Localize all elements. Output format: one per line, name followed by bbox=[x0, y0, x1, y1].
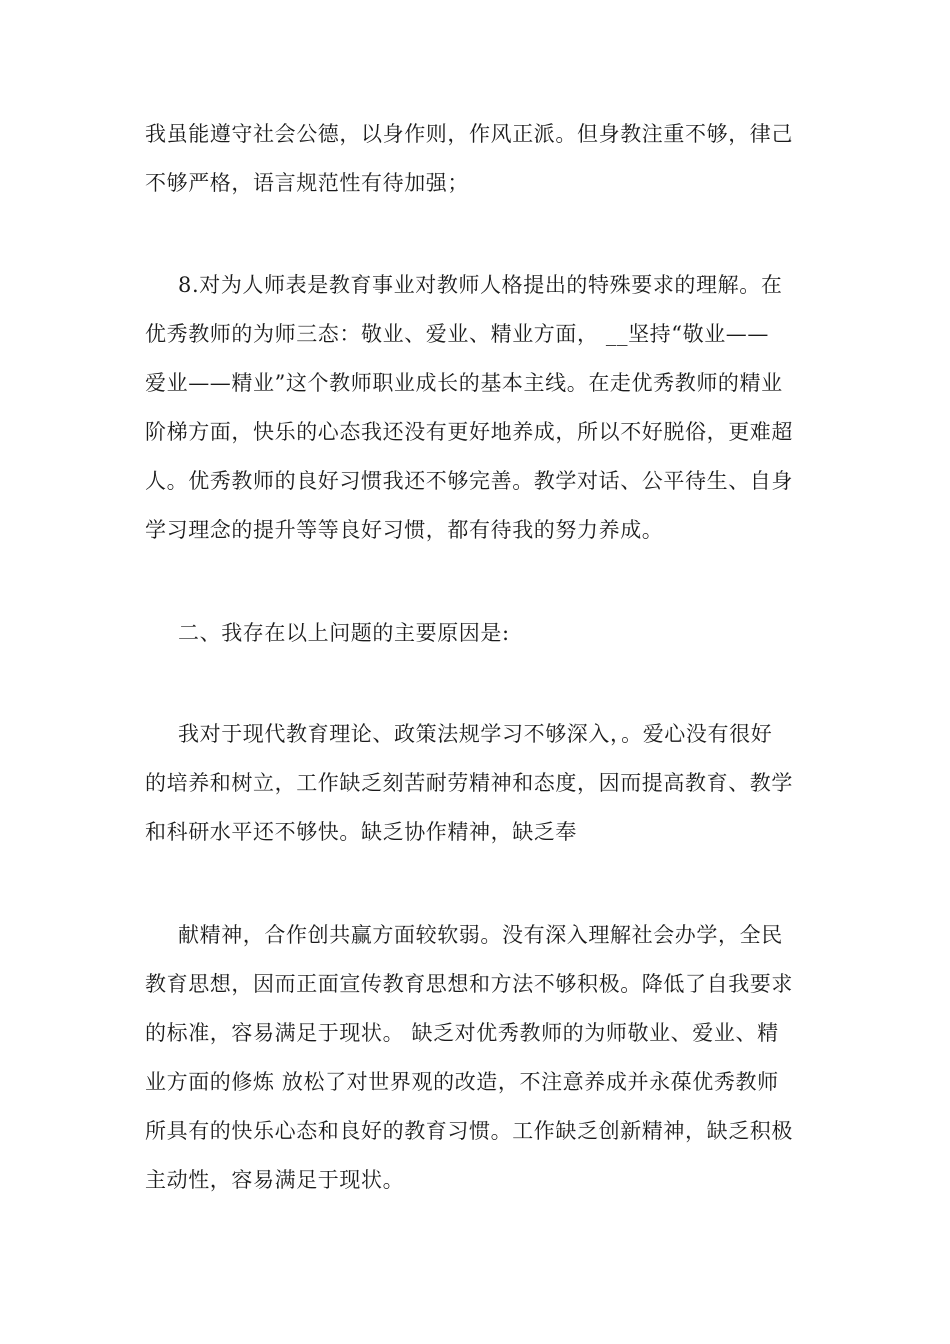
paragraph-4 bbox=[145, 710, 810, 857]
text-line: 不够严格，语言规范性有待加强； bbox=[145, 171, 469, 195]
text-line: 人。优秀教师的良好习惯我还不够完善。教学对话、公平待生、自身 bbox=[145, 469, 793, 493]
section-heading bbox=[145, 609, 810, 658]
text-line: 业方面的修炼 放松了对世界观的改造，不注意养成并永葆优秀教师 bbox=[145, 1070, 779, 1094]
text-line: 教育思想，因而正面宣传教育思想和方法不够积极。降低了自我要求 bbox=[145, 972, 793, 996]
text-line: 和科研水平还不够快。缺乏协作精神，缺乏奉 bbox=[145, 820, 577, 844]
paragraph-5 bbox=[145, 911, 810, 1205]
text-line: 我虽能遵守社会公德，以身作则，作风正派。但身教注重不够，律己 bbox=[145, 122, 793, 146]
text-line: 学习理念的提升等等良好习惯，都有待我的努力养成。 bbox=[145, 518, 664, 542]
text-line: 献精神，合作创共赢方面较软弱。没有深入理解社会办学，全民 bbox=[178, 923, 783, 947]
text-line: 的培养和树立，工作缺乏刻苦耐劳精神和态度，因而提高教育、教学 bbox=[145, 771, 793, 795]
text-line: 阶梯方面，快乐的心态我还没有更好地养成，所以不好脱俗，更难超 bbox=[145, 420, 793, 444]
text-line: 8.对为人师表是教育事业对教师人格提出的特殊要求的理解。在 bbox=[178, 273, 783, 297]
text-line: 优秀教师的为师三态：敬业、爱业、精业方面， __坚持“敬业—— bbox=[145, 322, 770, 346]
text-line: 爱业——精业”这个教师职业成长的基本主线。在走优秀教师的精业 bbox=[145, 371, 783, 395]
paragraph-2 bbox=[145, 261, 810, 555]
text-line: 的标准，容易满足于现状。 缺乏对优秀教师的为师敬业、爱业、精 bbox=[145, 1021, 779, 1045]
text-line: 我对于现代教育理论、政策法规学习不够深入，。爱心没有很好 bbox=[178, 722, 773, 746]
text-line: 主动性，容易满足于现状。 bbox=[145, 1168, 405, 1192]
heading-line: 二、我存在以上问题的主要原因是: bbox=[178, 621, 510, 645]
text-line: 所具有的快乐心态和良好的教育习惯。工作缺乏创新精神，缺乏积极 bbox=[145, 1119, 793, 1143]
paragraph-1 bbox=[145, 110, 810, 208]
